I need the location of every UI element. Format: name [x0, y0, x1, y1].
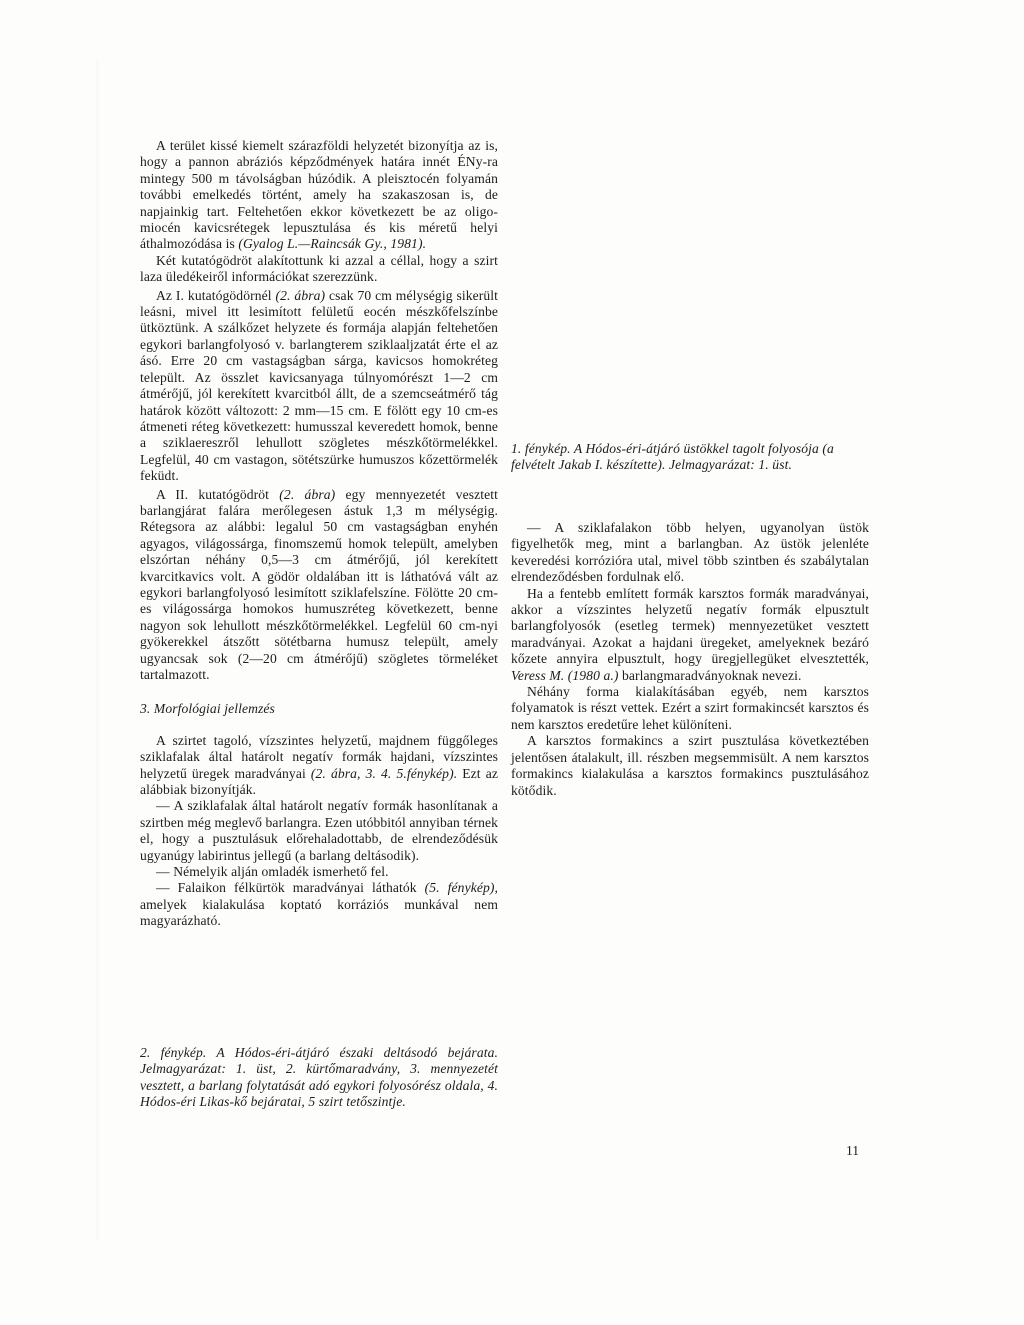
figure-reference: (2. ábra, 3. 4. 5.fénykép). [310, 765, 458, 781]
paragraph-text: amelyek kialakulása koptató korráziós munkával nem magyarázható. [140, 896, 498, 929]
paragraph: Néhány forma kialakításában egyéb, nem karsztos folyamatok is részt vettek. Ezért a szirt formakincsét karsztos és nem karsztos eredetűre lehet különíteni. [511, 684, 869, 732]
figure-reference: (2. ábra) [279, 486, 336, 502]
paragraph: A karsztos formakincs a szirt pusztulása következtében jelentősen átalakult, ill. részben megsemmisült. A nem karsztos formakincs kialakulása a karsztos formakincs pusztulásához kötődik. [511, 733, 869, 798]
right-text-column [511, 520, 869, 799]
paragraph-text: A szirtet tagoló, vízszintes helyzetű, majdnem függőleges sziklafalak által határolt negatív formák hajdani, vízszintes helyzetű üregek maradványai [140, 732, 498, 781]
figure-reference: (5. fénykép), [424, 880, 498, 896]
paragraph-text: egy mennyezetét vesztett barlangjárat falára merőlegesen ástuk 1,3 m mélységig. Rétegsora az alábbi: legalul 50 cm vastagságban enyhén agyagos, világossárga, finomszemű homok települt, amelyben elszórtan néhány 0,5—3 cm átmérőjű, jól kerekített kvarcitkavics volt. A gödör oldalában itt is láthatóvá vált az egykori barlangfolyosó lesimított sziklafelszíne. Fölötte 20 cm-es világossárga homokos humuszréteg következett, benne nagyon sok lehullott mészkőtörmelékkel. Legfelül 60 cm-nyi gyökerekkel átszőtt sötétbarna humusz települt, amely ugyancsak sok (2—20 cm átmérőjű) szögletes törmeléket tartalmazott. [140, 486, 498, 682]
section-heading: 3. Morfológiai jellemzés [140, 701, 275, 717]
paragraph [140, 138, 498, 253]
figure-reference: (2. ábra) [275, 287, 326, 303]
paragraph-text: barlangmaradványoknak nevezi. [621, 667, 802, 683]
paragraph-text: A terület kissé kiemelt szárazföldi helyzetét bizonyítja az is, hogy a pannon abráziós képződmények határa innét ÉNy-ra mintegy 500 m távolságban húzódik. A pleisztocén folyamán további emelkedés történt, amely ha szakaszosan is, de napjainkig tart. Feltehetően ekkor következett be az oligo-miocén kavicsrétegek lepusztulása és kis méretű helyi áthalmozódása is [140, 138, 498, 252]
paragraph-text: csak 70 cm mélységig sikerült leásni, mivel itt lesimított felületű eocén mészkőfelszínbe ütköztünk. A szálkőzet helyzete és formája alapján feltehetően egykori barlangfolyosó v. barlangterem sziklaaljzatát érte el az ásó. Erre 20 cm vastagságban sárga, kavicsos homokréteg települt. Az összlet kavicsanyaga túlnyomórészt 1—2 cm átmérőjű, jól kerekített kvarcitból állt, de a szemcseátmérő tág határok között változott: 2 mm—15 cm. E fölött egy 10 cm-es átmeneti réteg következett: humusszal keveredett homok, benne a sziklaereszről lehullott szögletes mészkőtörmelékkel. Legfelül, 40 cm vastagon, sötétszürke humuszos kőzettörmelék feküdt. [140, 287, 499, 484]
photo-caption-1: 1. fénykép. A Hódos-éri-átjáró üstökkel tagolt folyosója (a felvételt Jakab I. készítette). Jelmagyarázat: 1. üst. [511, 441, 834, 473]
left-text-column [140, 138, 498, 930]
paragraph [140, 880, 498, 929]
photo-placeholder [511, 138, 869, 428]
citation: Veress M. (1980 a.) [511, 667, 619, 683]
page-number: 11 [846, 1143, 860, 1158]
paragraph [140, 733, 498, 799]
paragraph-text: A II. kutatógödröt [156, 486, 270, 502]
paragraph-text: — Falaikon félkürtök maradványai láthatók [156, 880, 417, 896]
scan-shadow [96, 60, 100, 1240]
paragraph-text: Ezt az alábbiak bizonyítják. [140, 765, 498, 798]
citation: (Gyalog L.—Raincsák Gy., 1981). [238, 236, 427, 252]
paragraph [511, 586, 869, 684]
paragraph: — Némelyik alján omladék ismerhető fel. [156, 864, 389, 880]
photo-caption-2: 2. fénykép. A Hódos-éri-átjáró északi deltásodó bejárata. Jelmagyarázat: 1. üst, 2. kürtőmaradvány, 3. mennyezetét vesztett, a barlang folytatását adó egykori folyosórész oldala, 4. Hódos-éri Likas-kő bejáratai, 5 szirt tetőszintje. [140, 1045, 498, 1110]
paragraph: Két kutatógödröt alakítottunk ki azzal a céllal, hogy a szirt laza üledékeiről információkat szerezzünk. [140, 252, 498, 285]
paragraph-text: Ha a fentebb említett formák karsztos formák maradványai, akkor a vízszintes helyzetű negatív formák elpusztult barlangfolyosók (esetleg termek) mennyezetüket vesztett maradványai. Azokat a hajdani üregeket, amelyeknek bezáró kőzete annyira elpusztult, hogy üregjellegüket elvesztették, [511, 585, 869, 667]
paragraph [140, 288, 498, 485]
paragraph: — A sziklafalak által határolt negatív formák hasonlítanak a szirtben még meglevő barlangra. Ezen utóbbitól annyiban térnek el, hogy a pusztulásuk előrehaladottabb, de elrendeződésük ugyanúgy labirintus jellegű (a barlang deltásodik). [140, 798, 499, 863]
paragraph: — A sziklafalakon több helyen, ugyanolyan üstök figyelhetők meg, mint a barlangban. Az üstök jelenléte keveredési korrózióra utal, mivel több szintben és szabálytalan elrendeződésben fordulnak elő. [511, 520, 869, 585]
paragraph [140, 487, 498, 684]
paragraph-text: Az I. kutatógödörnél [156, 287, 272, 303]
